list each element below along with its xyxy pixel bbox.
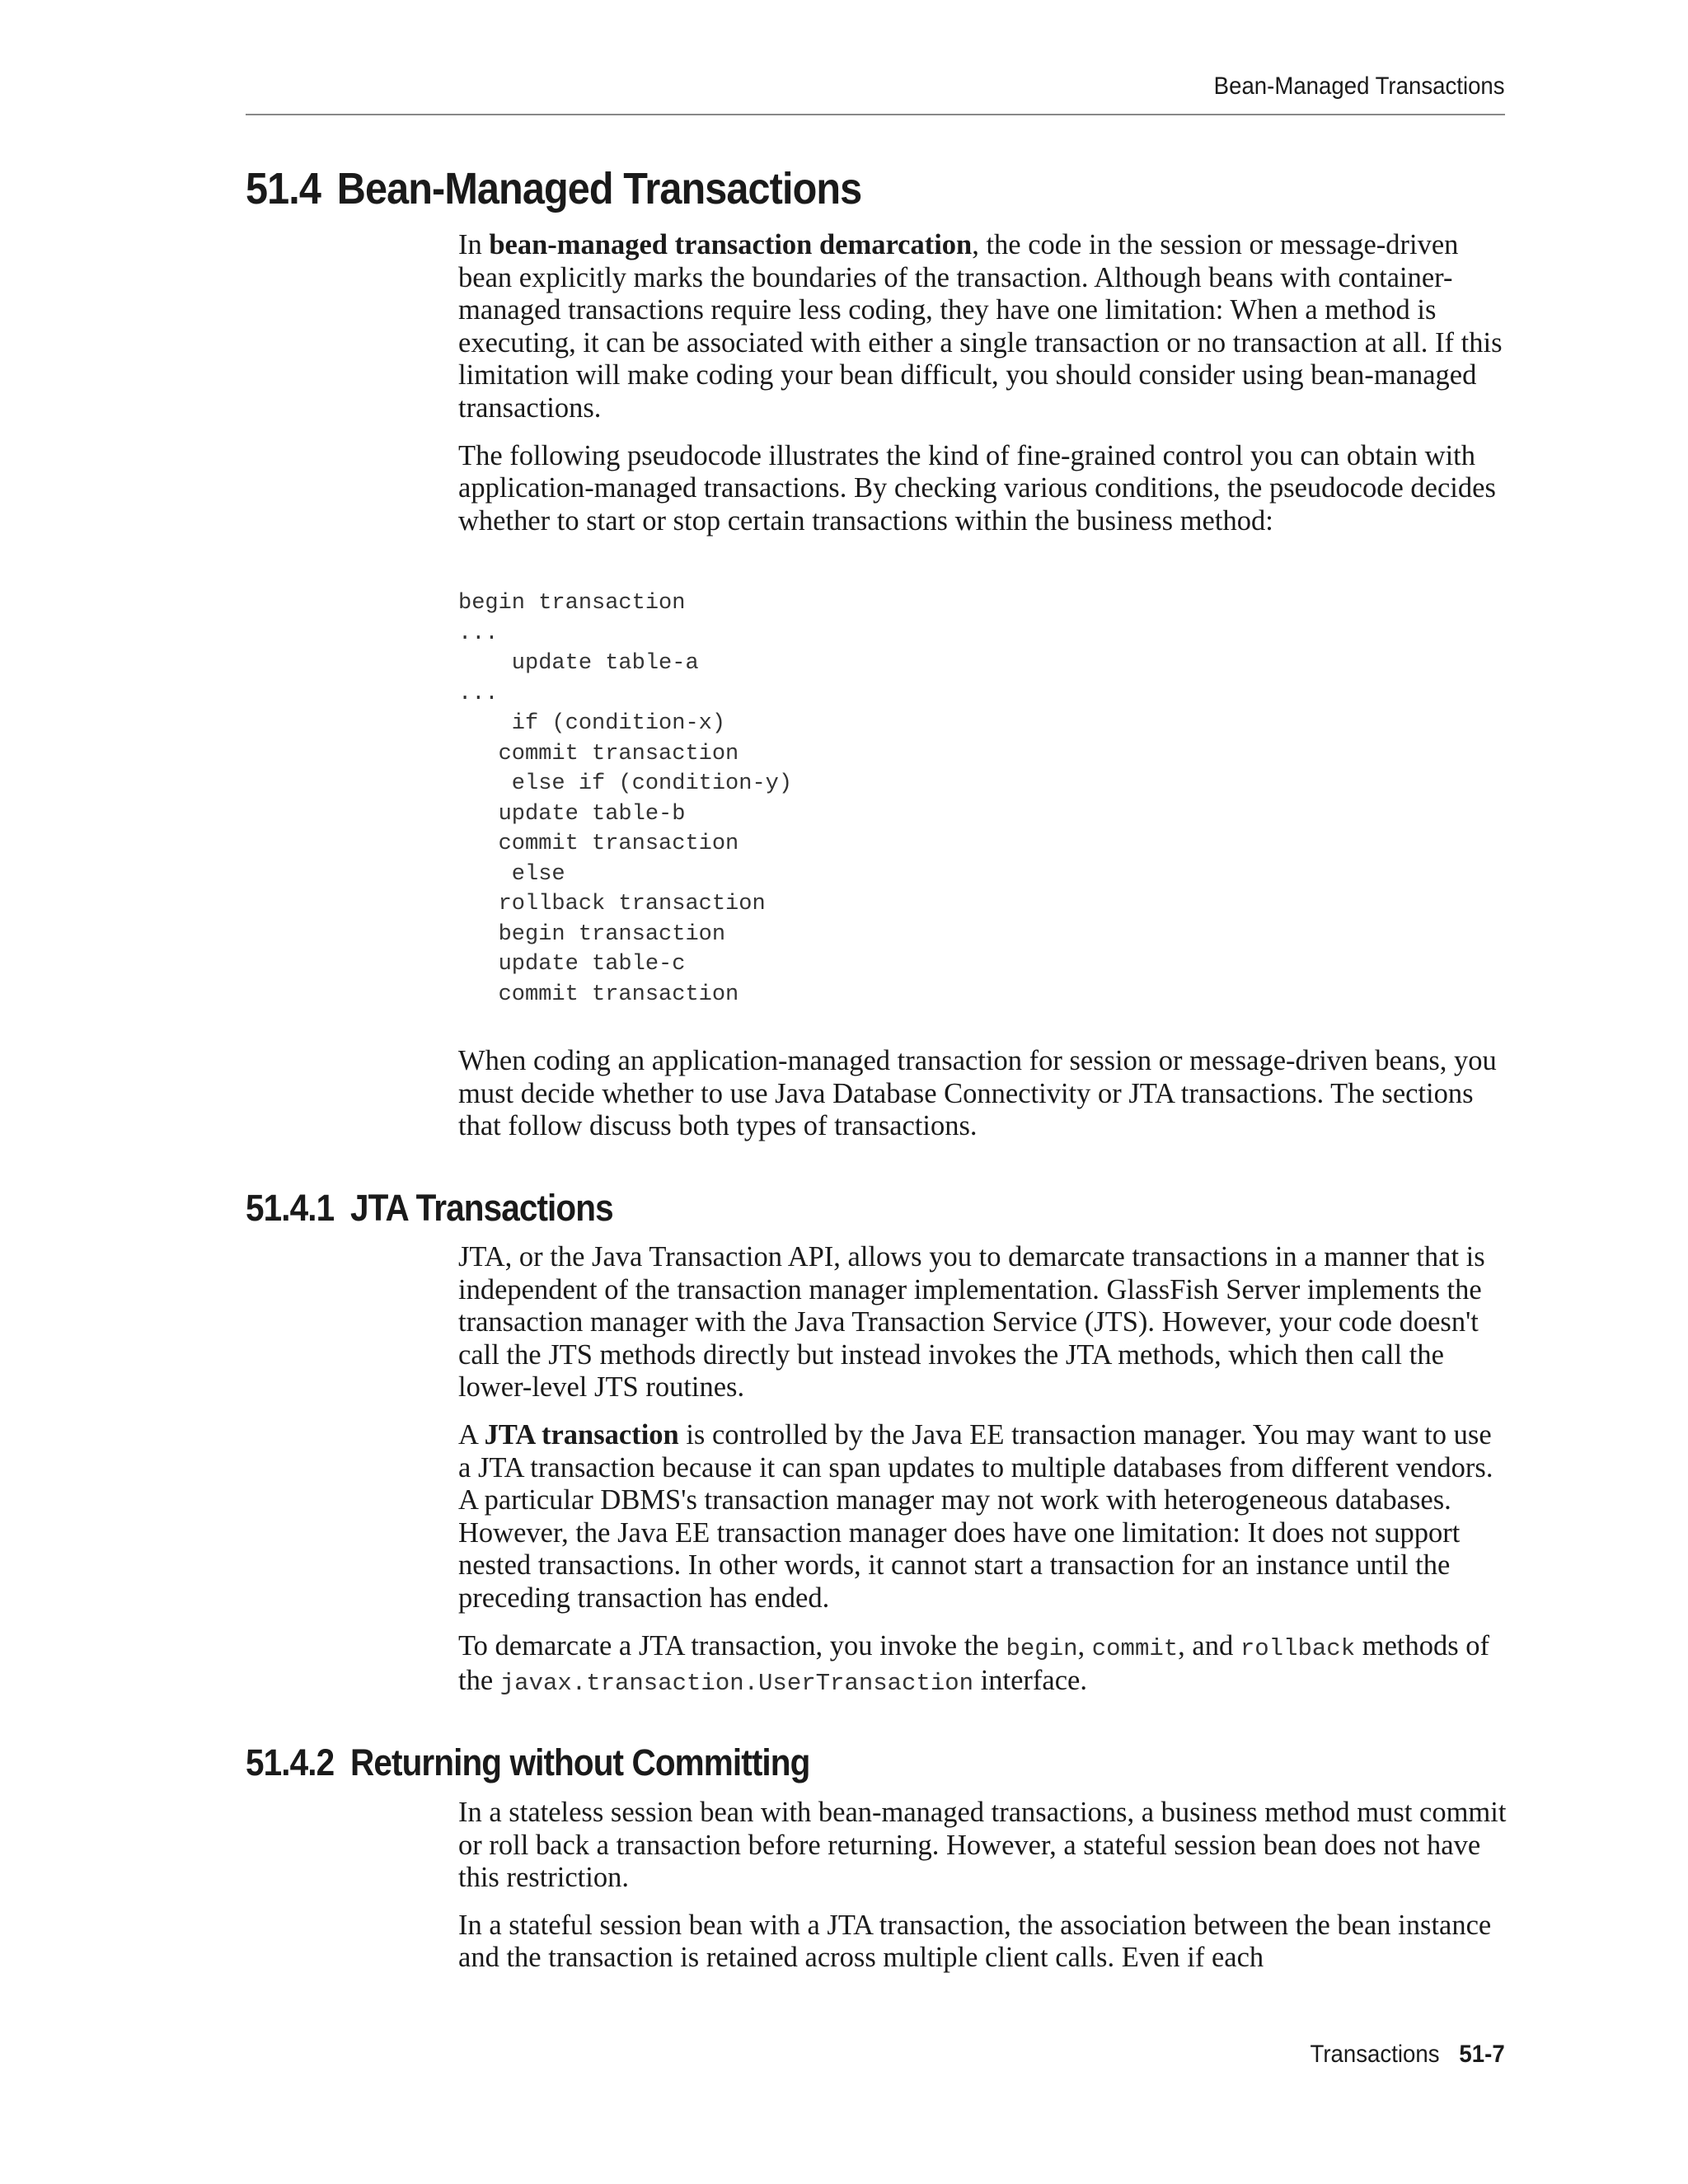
- subsection-title-returning: Returning without Committing: [350, 1741, 810, 1783]
- section-closing: [458, 1045, 1507, 1143]
- section-intro: [458, 229, 1507, 537]
- jta-paragraph-1: JTA, or the Java Transaction API, allows you to demarcate transactions in a manner that is independent of the transaction manager implementation. GlassFish Server implements the transaction manager with the Java Transaction Service (JTS). However, your code doesn't call the JTS methods directly but instead invokes the JTA methods, which then call the lower-level JTS routines.: [458, 1241, 1485, 1404]
- jta-para3-text-4: methods of the: [458, 1629, 1490, 1697]
- subsection-title-jta: JTA Transactions: [350, 1187, 613, 1229]
- section-number: 51.4: [246, 164, 321, 213]
- section-heading: [246, 163, 861, 214]
- code-commit: commit: [1091, 1634, 1179, 1662]
- jta-para3-text-3: , and: [1178, 1629, 1240, 1661]
- page-footer: [1311, 2041, 1505, 2069]
- returning-paragraph-2: In a stateful session bean with a JTA transaction, the association between the bean instance and the transaction is retained across multiple client calls. Even if each: [458, 1909, 1492, 1974]
- intro-paragraph: [458, 229, 1507, 425]
- code-rollback: rollback: [1240, 1634, 1356, 1662]
- subsection-heading-jta: [246, 1187, 613, 1230]
- subsection-heading-returning: [246, 1741, 809, 1784]
- intro-term: bean-managed transaction demarcation: [489, 229, 973, 260]
- code-begin: begin: [1006, 1634, 1078, 1662]
- jta-paragraph-2: [458, 1419, 1507, 1615]
- intro-lead: In: [458, 229, 490, 260]
- intro-rest: , the code in the session or message-driven bean explicitly marks the boundaries of the transaction. Although beans with container-managed transactions require less coding, they have one limitation: When a method is executing, it can be associated with either a single transaction or no transaction at all. If this limitation will make coding your bean difficult, you should consider using bean-managed transactions.: [458, 229, 1503, 424]
- jta-para3-text-5: interface.: [973, 1665, 1087, 1697]
- pseudocode-block: begin transaction ... update table-a ... if (condition-x) commit transaction else if (condition-y) update table-b commit transaction else rollback transaction begin transaction update table-c commit transaction: [458, 591, 793, 1007]
- jta-para2-rest: is controlled by the Java EE transaction manager. You may want to use a JTA transaction because it can span updates to multiple databases from different vendors. A particular DBMS's transaction manager may not work with heterogeneous databases. However, the Java EE transaction manager does have one limitation: It does not support nested transactions. In other words, it cannot start a transaction for an instance until the preceding transaction has ended.: [458, 1418, 1493, 1614]
- section-title: Bean-Managed Transactions: [336, 164, 862, 213]
- returning-paragraph-1: In a stateless session bean with bean-managed transactions, a business method must commit or roll back a transaction before returning. However, a stateful session bean does not have this restriction.: [458, 1797, 1507, 1894]
- code-usertransaction: javax.transaction.UserTransaction: [499, 1670, 974, 1698]
- subsection-number-returning: 51.4.2: [246, 1741, 335, 1783]
- jta-para3-text-1: To demarcate a JTA transaction, you invoke the: [458, 1629, 1006, 1661]
- pseudocode-intro-paragraph: The following pseudocode illustrates the kind of fine-grained control you can obtain with application-managed transactions. By checking various conditions, the pseudocode decides whether to start or stop certain transactions within the business method:: [458, 439, 1496, 537]
- closing-paragraph: When coding an application-managed transaction for session or message-driven beans, you must decide whether to use Java Database Connectivity or JTA transactions. The sections that follow discuss both types of transactions.: [458, 1045, 1497, 1142]
- header-rule: [246, 114, 1505, 115]
- returning-content: [458, 1797, 1507, 1975]
- jta-content: [458, 1241, 1507, 1700]
- jta-paragraph-3: [458, 1630, 1507, 1700]
- subsection-number-jta: 51.4.1: [246, 1187, 335, 1229]
- jta-para2-lead: A: [458, 1418, 485, 1451]
- jta-para3-text-2: ,: [1077, 1629, 1092, 1661]
- footer-chapter: Transactions: [1310, 2041, 1440, 2068]
- page-number: 51-7: [1459, 2041, 1505, 2068]
- running-header: Bean-Managed Transactions: [1214, 73, 1505, 100]
- jta-para2-term: JTA transaction: [484, 1418, 679, 1451]
